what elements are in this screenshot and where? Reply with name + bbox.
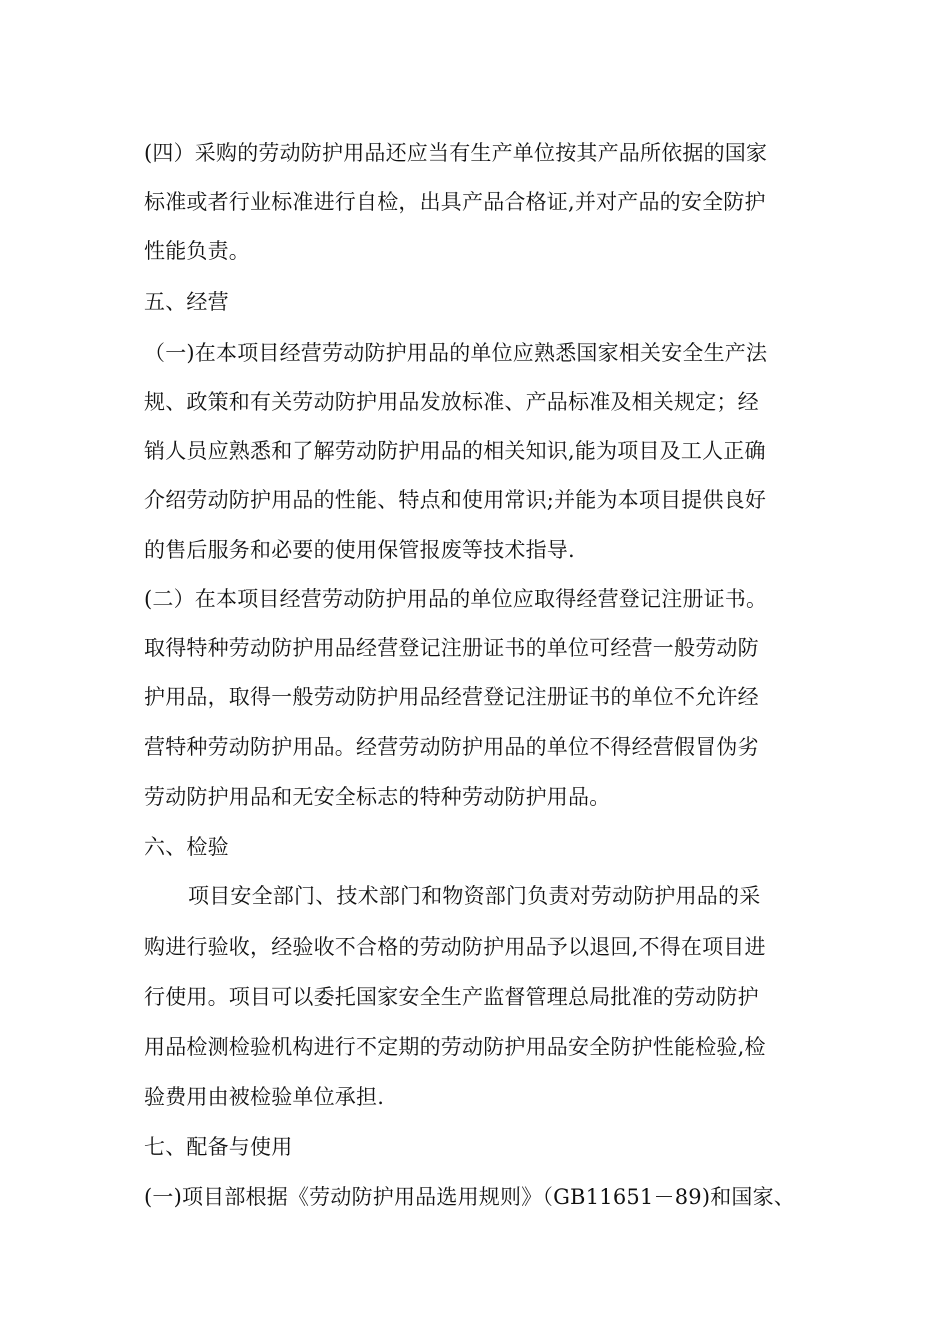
paragraph-line: (一)项目部根据《劳动防护用品选用规则》（GB11651－89)和国家、 <box>144 1185 796 1209</box>
paragraph-line: 行使用。项目可以委托国家安全生产监督管理总局批准的劳动防护 <box>144 985 759 1009</box>
paragraph-line: 标准或者行业标准进行自检，出具产品合格证,并对产品的安全防护 <box>144 190 766 214</box>
paragraph-line: 营特种劳动防护用品。经营劳动防护用品的单位不得经营假冒伪劣 <box>144 735 759 759</box>
paragraph-line: （一)在本项目经营劳动防护用品的单位应熟悉国家相关安全生产法 <box>144 341 768 365</box>
paragraph-line: 劳动防护用品和无安全标志的特种劳动防护用品。 <box>144 785 611 809</box>
paragraph-line: 项目安全部门、技术部门和物资部门负责对劳动防护用品的采 <box>188 884 761 908</box>
paragraph-line: 取得特种劳动防护用品经营登记注册证书的单位可经营一般劳动防 <box>144 636 759 660</box>
paragraph-line: 护用品，取得一般劳动防护用品经营登记注册证书的单位不允许经 <box>144 685 759 709</box>
paragraph-line: 用品检测检验机构进行不定期的劳动防护用品安全防护性能检验,检 <box>144 1035 766 1059</box>
paragraph-line: 介绍劳动防护用品的性能、特点和使用常识;并能为本项目提供良好 <box>144 488 767 512</box>
section-heading-7: 七、配备与使用 <box>144 1135 293 1159</box>
paragraph-line: (四）采购的劳动防护用品还应当有生产单位按其产品所依据的国家 <box>144 141 768 165</box>
paragraph-line: (二）在本项目经营劳动防护用品的单位应取得经营登记注册证书。 <box>144 587 768 611</box>
section-heading-5: 五、经营 <box>144 290 229 314</box>
paragraph-line: 验费用由被检验单位承担. <box>144 1085 385 1109</box>
paragraph-line: 规、政策和有关劳动防护用品发放标准、产品标准及相关规定；经 <box>144 390 759 414</box>
paragraph-line: 性能负责。 <box>144 239 250 263</box>
section-heading-6: 六、检验 <box>144 835 229 859</box>
paragraph-line: 的售后服务和必要的使用保管报废等技术指导. <box>144 538 575 562</box>
paragraph-line: 销人员应熟悉和了解劳动防护用品的相关知识,能为项目及工人正确 <box>144 439 766 463</box>
paragraph-line: 购进行验收，经验收不合格的劳动防护用品予以退回,不得在项目进 <box>144 935 766 959</box>
